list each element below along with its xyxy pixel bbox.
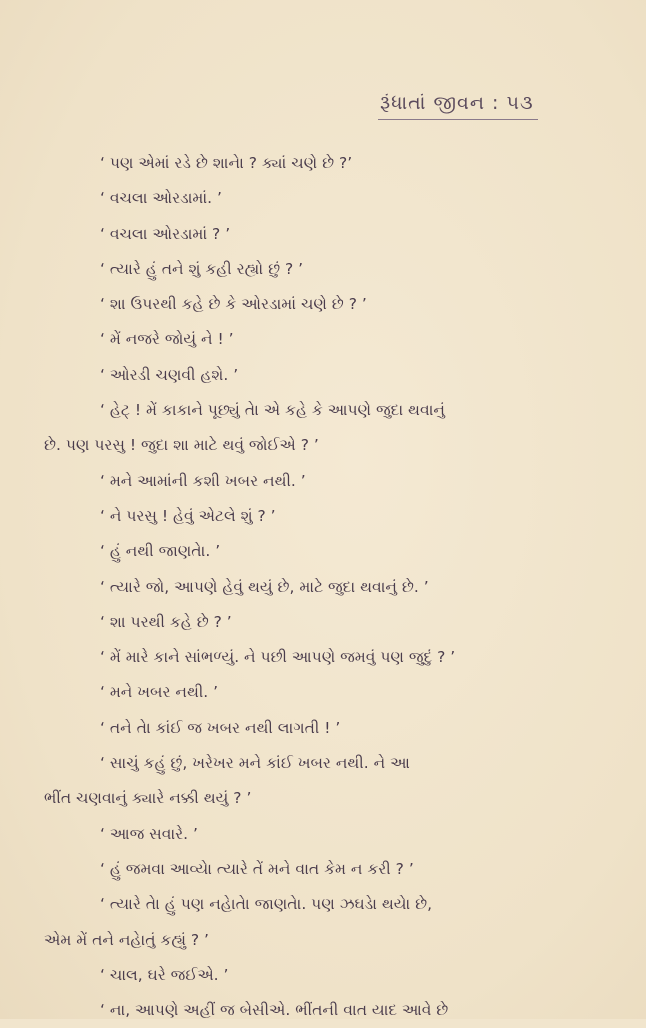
text-line: ‘ ને પરસુ ! હેવું એટલે શું ? ’	[100, 506, 276, 525]
running-title: રૂંધાતાં જીવન : ૫૩	[380, 92, 534, 114]
text-line: ‘ ઓરડી ચણવી હશે. ’	[100, 365, 239, 384]
text-line: ‘ ત્યારે જો, આપણે હેવું થયું છે, માટે જુદા થવાનું છે. ’	[100, 577, 429, 596]
text-line: ભીંત ચણવાનું ક્યારે નક્કી થયું ? ’	[44, 789, 252, 808]
text-line: ‘ મને આમાંની કશી ખબર નથી. ’	[100, 471, 306, 490]
page-body	[44, 146, 604, 1028]
text-line: ‘ ચાલ, ઘરે જઈએ. ’	[100, 965, 229, 984]
text-line: ‘ શા પરથી કહે છે ? ’	[100, 612, 232, 631]
text-line: ‘ મેં મારે કાને સાંભળ્યું. ને પછી આપણે જમવું પણ જુદું ? ’	[100, 648, 456, 667]
text-line: ‘ ત્યારે તેા હું પણ નહેાતેા જાણતેા. પણ ઝઘડેા થયેા છે,	[100, 895, 433, 914]
text-line: ‘ પણ એમાં રડે છે શાનેા ? ક્યાં ચણે છે ?’	[100, 154, 353, 172]
text-line: ‘ તને તેા કાંઈ જ ખબર નથી લાગતી ! ’	[100, 718, 341, 737]
text-line: ‘ હું નથી જાણતેા. ’	[100, 542, 221, 561]
running-header	[380, 92, 580, 132]
text-line: ‘ વચલા ઓરડામાં ? ’	[100, 224, 231, 243]
text-line: ‘ મને ખબર નથી. ’	[100, 683, 219, 702]
text-line: છે. પણ પરસુ ! જુદા શા માટે થવું જોઈએ ? ’	[44, 436, 319, 455]
text-line: ‘ હું જમવા આવ્યેા ત્યારે તેં મને વાત કેમ ન કરી ? ’	[100, 859, 414, 878]
text-line: ‘ હેટ્ ! મેં કાકાને પૂછ્યું તેા એ કહે કે આપણે જુદા થવાનું	[100, 401, 445, 420]
text-line: ‘ વચલા ઓરડામાં. ’	[100, 189, 222, 208]
text-line: ‘ શા ઉપરથી કહે છે કે ઓરડામાં ચણે છે ? ’	[100, 295, 367, 314]
text-line: ‘ મેં નજરે જોયું ને ! ’	[100, 330, 234, 349]
header-underline	[378, 119, 538, 120]
text-line: ‘ ના, આપણે અહીં જ બેસીએ. ભીંતની વાત યાદ આવે છે	[100, 1001, 449, 1020]
text-line: એમ મેં તને નહેાતું કહ્યું ? ’	[44, 930, 209, 949]
text-line: ‘ ત્યારે હું તને શું કહી રહ્યો છું ? ’	[100, 259, 304, 278]
text-line: ‘ આજ સવારે. ’	[100, 824, 198, 843]
text-line: ‘ સાચું કહું છું, ખરેખર મને કાંઈ ખબર નથી. ને આ	[100, 754, 410, 773]
